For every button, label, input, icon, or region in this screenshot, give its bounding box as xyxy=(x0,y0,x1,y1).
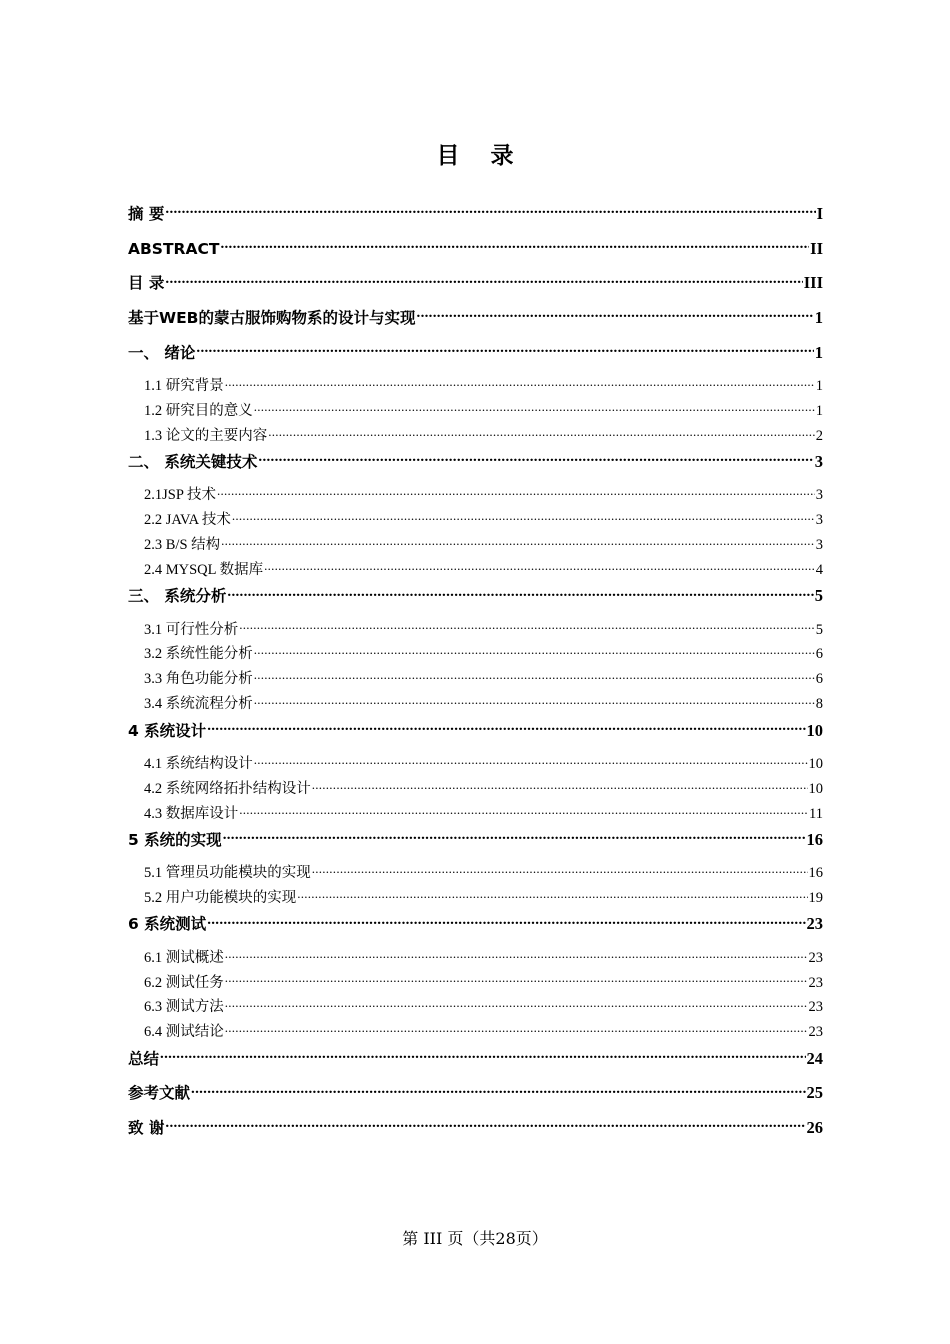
toc-entry[interactable] xyxy=(128,584,823,619)
toc-dot-leader xyxy=(196,341,813,358)
toc-entry-page-number: 23 xyxy=(806,914,823,934)
toc-entry[interactable] xyxy=(128,1116,823,1151)
toc-dot-leader xyxy=(225,997,808,1012)
toc-entry-page-number: I xyxy=(816,204,823,223)
toc-entry-label: 3.2 系统性能分析 xyxy=(144,646,253,663)
toc-dot-leader xyxy=(165,272,802,289)
toc-entry[interactable] xyxy=(128,778,823,803)
toc-entry-label: 5.2 用户功能模块的实现 xyxy=(144,890,297,907)
toc-entry[interactable] xyxy=(128,619,823,644)
toc-entry-label: 6 系统测试 xyxy=(128,915,207,934)
toc-entry-label: 5.1 管理员功能模块的实现 xyxy=(144,865,311,882)
toc-entry[interactable] xyxy=(128,972,823,997)
toc-entry-page-number: 3 xyxy=(815,487,823,504)
toc-entry-label: 2.4 MYSQL 数据库 xyxy=(144,561,264,578)
toc-dot-leader xyxy=(254,753,808,768)
toc-dot-leader xyxy=(239,619,815,634)
toc-dot-leader xyxy=(254,669,815,684)
toc-entry[interactable] xyxy=(128,912,823,947)
toc-entry[interactable] xyxy=(128,485,823,510)
toc-dot-leader xyxy=(225,947,808,962)
toc-dot-leader xyxy=(258,451,813,468)
toc-entry[interactable] xyxy=(128,669,823,694)
toc-entry-label: 4 系统设计 xyxy=(128,721,207,740)
toc-entry-label: 摘 要 xyxy=(128,205,165,223)
toc-entry[interactable] xyxy=(128,888,823,913)
toc-dot-leader xyxy=(217,485,815,500)
toc-dot-leader xyxy=(160,1047,805,1064)
toc-entry-page-number: 10 xyxy=(806,720,823,740)
toc-dot-leader xyxy=(312,778,808,793)
toc-entry-page-number: 25 xyxy=(806,1083,823,1103)
toc-dot-leader xyxy=(220,237,809,254)
toc-entry-label: 3.1 可行性分析 xyxy=(144,621,239,638)
toc-entry-label: 2.1JSP 技术 xyxy=(144,487,216,504)
toc-entry-label: 6.3 测试方法 xyxy=(144,999,224,1016)
toc-entry-page-number: 11 xyxy=(809,805,823,822)
toc-entry-page-number: 24 xyxy=(806,1048,823,1068)
toc-entry-label: 1.1 研究背景 xyxy=(144,377,224,394)
toc-entry-label: 4.3 数据库设计 xyxy=(144,805,239,822)
toc-dot-leader xyxy=(221,535,815,550)
toc-entry-label: 总结 xyxy=(128,1049,160,1068)
toc-entry-page-number: 3 xyxy=(814,452,823,472)
toc-entry[interactable] xyxy=(128,997,823,1022)
toc-entry[interactable] xyxy=(128,510,823,535)
toc-entry-label: 致 谢 xyxy=(128,1119,165,1138)
toc-entry[interactable] xyxy=(128,644,823,669)
toc-entry-page-number: 5 xyxy=(814,586,823,606)
toc-entry-page-number: 1 xyxy=(815,402,823,419)
toc-entry-label: 4.1 系统结构设计 xyxy=(144,755,253,772)
toc-entry-page-number: 1 xyxy=(814,308,823,328)
toc-entry-page-number: 8 xyxy=(815,696,823,713)
toc-entry[interactable] xyxy=(128,306,823,341)
toc-dot-leader xyxy=(227,585,813,602)
toc-entry[interactable] xyxy=(128,450,823,485)
toc-entry-label: 1.3 论文的主要内容 xyxy=(144,427,268,444)
toc-dot-leader xyxy=(165,1117,805,1134)
toc-entry-page-number: 26 xyxy=(806,1118,823,1138)
table-of-contents xyxy=(128,202,823,1151)
toc-entry-page-number: 10 xyxy=(808,780,823,797)
toc-dot-leader xyxy=(232,510,815,525)
toc-entry[interactable] xyxy=(128,1022,823,1047)
toc-entry-label: 6.2 测试任务 xyxy=(144,974,224,991)
toc-entry-page-number: III xyxy=(803,273,823,293)
toc-entry[interactable] xyxy=(128,803,823,828)
toc-entry-label: 3.4 系统流程分析 xyxy=(144,696,253,713)
page-title: 目 录 xyxy=(436,143,525,169)
toc-entry-label: 2.3 B/S 结构 xyxy=(144,537,221,554)
toc-entry-page-number: 23 xyxy=(808,1024,823,1041)
toc-entry[interactable] xyxy=(128,400,823,425)
toc-dot-leader xyxy=(254,694,815,709)
toc-entry-page-number: 23 xyxy=(808,974,823,991)
toc-entry-label: 4.2 系统网络拓扑结构设计 xyxy=(144,780,311,797)
toc-entry[interactable] xyxy=(128,863,823,888)
toc-dot-leader xyxy=(268,425,815,440)
toc-entry-page-number: 2 xyxy=(815,427,823,444)
toc-dot-leader xyxy=(165,203,815,220)
page-footer: 第 III 页（共28页） xyxy=(402,1229,548,1248)
toc-entry[interactable] xyxy=(128,694,823,719)
toc-entry[interactable] xyxy=(128,535,823,560)
toc-entry-label: 2.2 JAVA 技术 xyxy=(144,512,231,529)
toc-entry-page-number: 1 xyxy=(815,377,823,394)
toc-entry-label: 3.3 角色功能分析 xyxy=(144,671,253,688)
toc-entry-page-number: 4 xyxy=(815,561,823,578)
toc-dot-leader xyxy=(254,644,815,659)
toc-entry[interactable] xyxy=(128,375,823,400)
toc-entry-page-number: 19 xyxy=(808,890,823,907)
toc-entry[interactable] xyxy=(128,719,823,754)
toc-dot-leader xyxy=(312,863,808,878)
toc-entry-page-number: 3 xyxy=(815,512,823,529)
toc-entry-label: 6.4 测试结论 xyxy=(144,1024,224,1041)
toc-entry-label: 二、 系统关键技术 xyxy=(128,453,258,472)
toc-entry-page-number: 23 xyxy=(808,949,823,966)
toc-dot-leader xyxy=(207,719,805,736)
toc-dot-leader xyxy=(225,972,808,987)
toc-dot-leader xyxy=(254,400,815,415)
toc-entry-page-number: 6 xyxy=(815,671,823,688)
toc-dot-leader xyxy=(223,828,806,845)
toc-entry-page-number: 10 xyxy=(808,755,823,772)
toc-dot-leader xyxy=(225,1022,808,1037)
toc-entry[interactable] xyxy=(128,1081,823,1116)
toc-dot-leader xyxy=(191,1082,805,1099)
toc-entry-page-number: 5 xyxy=(815,621,823,638)
toc-entry[interactable] xyxy=(128,237,823,272)
toc-dot-leader xyxy=(297,888,807,903)
toc-entry-label: 参考文献 xyxy=(128,1084,191,1103)
toc-entry-label: ABSTRACT xyxy=(128,239,220,258)
toc-entry-label: 1.2 研究目的意义 xyxy=(144,402,253,419)
toc-entry-page-number: 16 xyxy=(808,865,823,882)
toc-entry[interactable] xyxy=(128,341,823,376)
toc-entry-page-number: 1 xyxy=(814,342,823,362)
toc-entry-page-number: II xyxy=(810,238,823,258)
toc-entry-page-number: 3 xyxy=(815,537,823,554)
toc-entry[interactable] xyxy=(128,947,823,972)
toc-entry[interactable] xyxy=(128,425,823,450)
toc-entry[interactable] xyxy=(128,559,823,584)
toc-entry-page-number: 6 xyxy=(815,646,823,663)
toc-dot-leader xyxy=(264,559,815,574)
toc-dot-leader xyxy=(239,803,808,818)
toc-entry-label: 三、 系统分析 xyxy=(128,587,227,606)
toc-entry-label: 6.1 测试概述 xyxy=(144,949,224,966)
toc-entry-label: 目 录 xyxy=(128,274,165,293)
toc-dot-leader xyxy=(417,307,814,324)
toc-entry-page-number: 23 xyxy=(808,999,823,1016)
toc-dot-leader xyxy=(207,913,805,930)
toc-entry-page-number: 16 xyxy=(806,829,823,849)
toc-entry[interactable] xyxy=(128,1047,823,1082)
toc-dot-leader xyxy=(225,375,815,390)
toc-entry[interactable] xyxy=(128,202,823,237)
toc-entry[interactable] xyxy=(128,753,823,778)
toc-entry-label: 一、 绪论 xyxy=(128,343,196,362)
toc-entry-label: 基于WEB的蒙古服饰购物系的设计与实现 xyxy=(128,309,416,328)
toc-entry[interactable] xyxy=(128,828,823,863)
toc-entry-label: 5 系统的实现 xyxy=(128,830,222,849)
toc-entry[interactable] xyxy=(128,271,823,306)
